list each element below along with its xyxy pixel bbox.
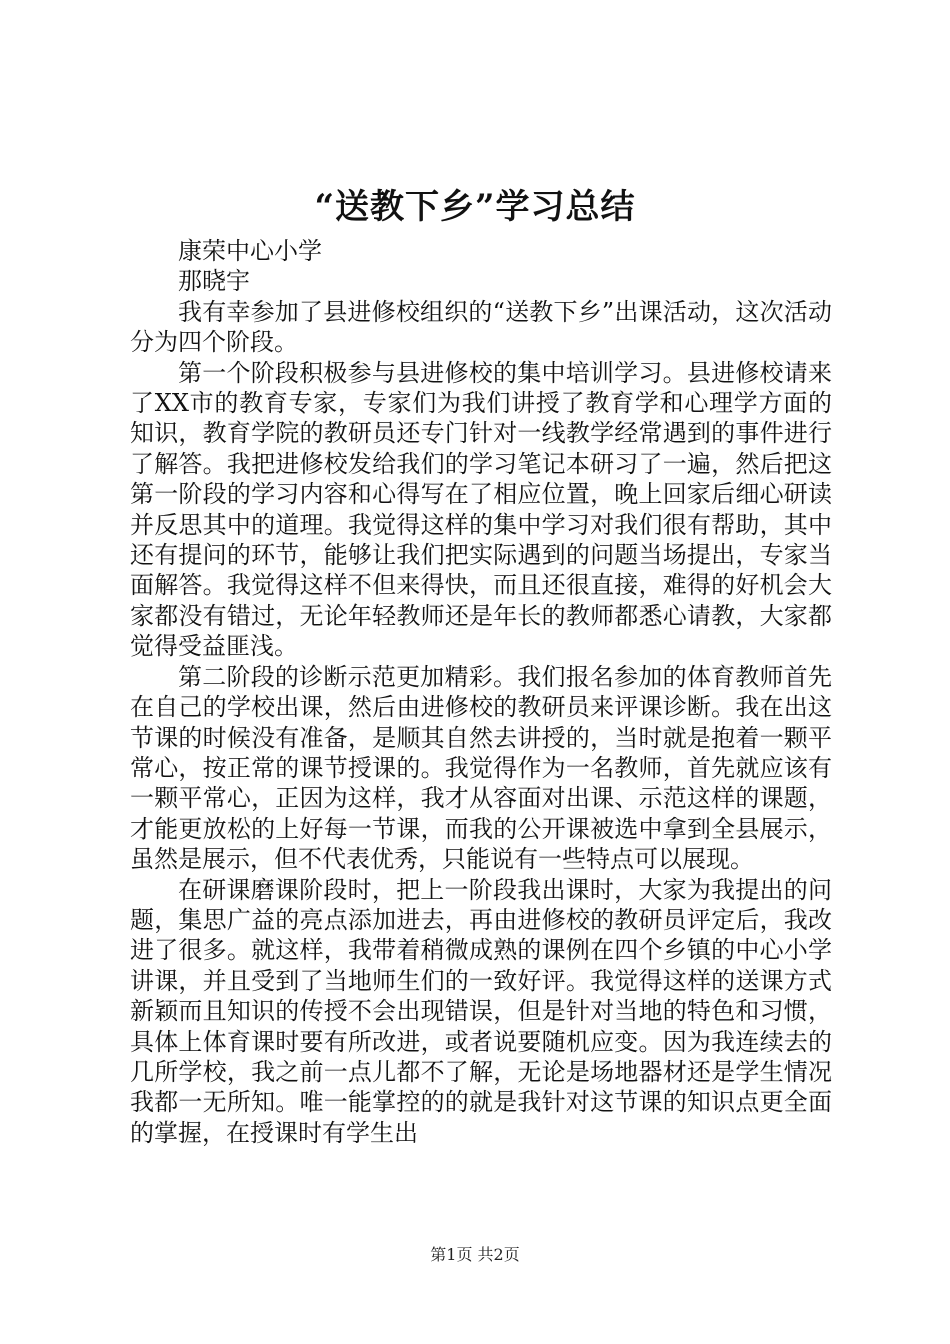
page-number-footer: 第1页 共2页 bbox=[430, 1245, 520, 1264]
paragraph-stage-one: 第一个阶段积极参与县进修校的集中培训学习。县进修校请来了XX市的教育专家，专家们为我们讲授了教育学和心理学方面的知识，教育学院的教研员还专门针对一线教学经常遇到的事件进行了解答。我把进修校发给我们的学习笔记本研习了一遍，然后把这第一阶段的学习内容和心得写在了相应位置，晚上回家后细心研读并反思其中的道理。我觉得这样的集中学习对我们很有帮助，其中还有提问的环节，能够让我们把实际遇到的问题当场提出，专家当面解答。我觉得这样不但来得快，而且还很直接，难得的好机会大家都没有错过，无论年轻教师还是年长的教师都悉心请教，大家都觉得受益匪浅。 bbox=[130, 358, 832, 661]
paragraph-stage-three: 在研课磨课阶段时，把上一阶段我出课时，大家为我提出的问题，集思广益的亮点添加进去，再由进修校的教研员评定后，我改进了很多。就这样，我带着稍微成熟的课例在四个乡镇的中心小学讲课，并且受到了当地师生们的一致好评。我觉得这样的送课方式新颖而且知识的传授不会出现错误，但是针对当地的特色和习惯，具体上体育课时要有所改进，或者说要随机应变。因为我连续去的几所学校，我之前一点儿都不了解，无论是场地器材还是学生情况我都一无所知。唯一能掌控的的就是我针对这节课的知识点更全面的掌握，在授课时有学生出 bbox=[130, 875, 832, 1147]
document-title: “送教下乡”学习总结 bbox=[314, 187, 636, 227]
author-name: 那晓宇 bbox=[178, 267, 250, 296]
school-name: 康荣中心小学 bbox=[178, 237, 322, 265]
paragraph-intro: 我有幸参加了县进修校组织的“送教下乡”出课活动，这次活动分为四个阶段。 bbox=[130, 297, 832, 357]
document-body bbox=[130, 236, 832, 1148]
paragraph-stage-two: 第二阶段的诊断示范更加精彩。我们报名参加的体育教师首先在自己的学校出课，然后由进修校的教研员来评课诊断。我在出这节课的时候没有准备，是顺其自然去讲授的，当时就是抱着一颗平常心，按正常的课节授课的。我觉得作为一名教师，首先就应该有一颗平常心，正因为这样，我才从容面对出课、示范这样的课题，才能更放松的上好每一节课，而我的公开课被选中拿到全县展示，虽然是展示，但不代表优秀，只能说有一些特点可以展现。 bbox=[130, 662, 832, 874]
